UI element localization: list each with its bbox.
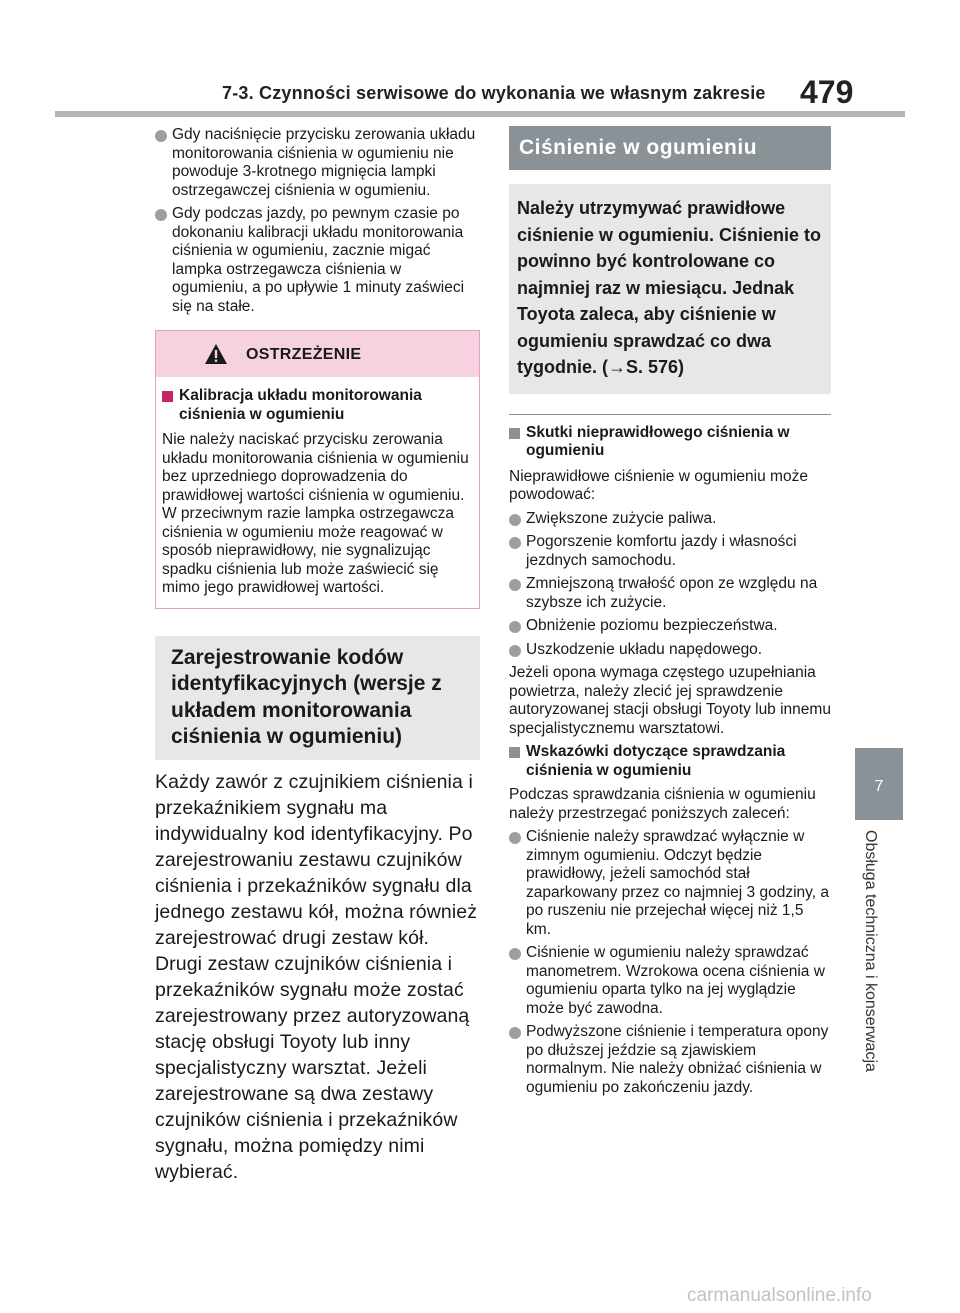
section-divider bbox=[509, 414, 831, 415]
section-title: Zarejestrowanie kodów identyfikacyjnych (wersje z układem monitorowania ciśnienia w ogumieniu) bbox=[155, 636, 480, 760]
list-item bbox=[509, 533, 831, 570]
tips-heading bbox=[509, 743, 831, 780]
tips-intro: Podczas sprawdzania ciśnienia w ogumieniu należy przestrzegać poniższych zaleceń: bbox=[509, 786, 816, 822]
bullet-icon bbox=[509, 1027, 521, 1039]
bullet-text: Zwiększone zużycie paliwa. bbox=[526, 509, 717, 527]
list-item bbox=[509, 641, 831, 660]
lead-box: Należy utrzymywać prawidłowe ciśnienie w ogumieniu. Ciśnienie to powinno być kontrolowane co najmniej raz w miesiącu. Jednak Toyota zaleca, aby ciśnienie w ogumieniu sprawdzać co dwa tygodnie. (→S. 576) bbox=[509, 184, 831, 394]
list-item bbox=[509, 944, 831, 1018]
warning-triangle-icon bbox=[204, 343, 228, 365]
header-divider bbox=[55, 111, 905, 117]
bullet-text: Gdy naciśnięcie przycisku zerowania układu monitorowania ciśnienia w ogumieniu nie powoduje 3-krotnego mignięcia lampki ostrzegawczej ciśnienia w ogumieniu. bbox=[172, 126, 476, 199]
bullet-icon bbox=[509, 832, 521, 844]
list-item bbox=[509, 617, 831, 636]
chapter-title: Obsługa techniczna i konserwacja bbox=[862, 830, 879, 1072]
effects-note: Jeżeli opona wymaga częstego uzupełniania powietrza, należy zlecić jej sprawdzenie autoryzowanej stacji obsługi Toyoty lub innemu specjalistycznemu warsztatowi. bbox=[509, 664, 831, 737]
warning-header bbox=[156, 331, 479, 377]
list-item bbox=[509, 1023, 831, 1097]
list-item bbox=[155, 205, 480, 316]
list-item bbox=[509, 575, 831, 612]
warning-title: OSTRZEŻENIE bbox=[246, 346, 362, 363]
section-body: Każdy zawór z czujnikiem ciśnienia i przekaźnikiem sygnału ma indywidualny kod identyfikacyjny. Po zarejestrowaniu zestawu czujników ciśnienia i przekaźników sygnału dla jednego zestawu kół, można również zarejestrować drugi zestaw kół. Drugi zestaw czujników ciśnienia i przekaźników sygnału może zostać zarejestrowany przez autoryzowaną stację obsługi Toyoty lub inny specjalistyczny warsztat. Jeżeli zarejestrowane są dwa zestawy czujników ciśnienia i przekaźników sygnału, można pomiędzy nimi wybierać. bbox=[155, 770, 478, 1183]
warning-body bbox=[156, 377, 479, 608]
warning-heading bbox=[162, 387, 473, 424]
bullet-icon bbox=[509, 645, 521, 657]
warning-heading-text: Kalibracja układu monitorowania ciśnienia w ogumieniu bbox=[179, 387, 422, 423]
bullet-icon bbox=[509, 621, 521, 633]
list-item bbox=[509, 828, 831, 939]
bullet-text: Podwyższone ciśnienie i temperatura opony po dłuższej jeździe są zjawiskiem normalnym. Nie należy obniżać ciśnienia w ogumieniu po zakończeniu jazdy. bbox=[526, 1023, 829, 1096]
chapter-tab: 7 bbox=[855, 748, 903, 820]
square-bullet-icon bbox=[509, 747, 520, 758]
list-item bbox=[509, 510, 831, 529]
bullet-text: Gdy podczas jazdy, po pewnym czasie po dokonaniu kalibracji układu monitorowania ciśnienia w ogumieniu, zacznie migać lampka ostrzegawcza ciśnienia w ogumieniu, a po upływie 1 minuty zaświeci się na stałe. bbox=[172, 205, 465, 315]
warning-text: Nie należy naciskać przycisku zerowania układu monitorowania ciśnienia w ogumieniu bez uprzedniego doprowadzenia do prawidłowej wartości ciśnienia w ogumieniu. bbox=[162, 431, 469, 504]
bullet-icon bbox=[155, 130, 167, 142]
bullet-icon bbox=[155, 209, 167, 221]
left-column bbox=[155, 126, 480, 1185]
bullet-icon bbox=[509, 537, 521, 549]
right-column bbox=[509, 126, 831, 1102]
bullet-icon bbox=[509, 514, 521, 526]
tips-heading-text: Wskazówki dotyczące sprawdzania ciśnienia w ogumieniu bbox=[526, 743, 786, 779]
bullet-icon bbox=[509, 948, 521, 960]
effects-heading-text: Skutki nieprawidłowego ciśnienia w ogumieniu bbox=[526, 423, 790, 459]
page-header bbox=[0, 0, 960, 120]
square-bullet-icon bbox=[162, 391, 173, 402]
warning-text-2: W przeciwnym razie lampka ostrzegawcza ciśnienia w ogumieniu może reagować w sposób nieprawidłowy, nie sygnalizując spadku ciśnienia lub może zaświecić się mimo jego prawidłowej wartości. bbox=[162, 505, 455, 596]
warning-box bbox=[155, 330, 480, 609]
watermark: carmanualsonline.info bbox=[687, 1285, 872, 1306]
bullet-text: Zmniejszoną trwałość opon ze względu na szybsze ich zużycie. bbox=[526, 575, 818, 611]
square-bullet-icon bbox=[509, 428, 520, 439]
bullet-text: Pogorszenie komfortu jazdy i własności jezdnych samochodu. bbox=[526, 533, 797, 569]
header-title: 7-3. Czynności serwisowe do wykonania we własnym zakresie bbox=[222, 83, 766, 103]
page-number: 479 bbox=[800, 74, 854, 110]
bullet-text: Ciśnienie w ogumieniu należy sprawdzać manometrem. Wzrokowa ocena ciśnienia w ogumieniu oparta tylko na jej wyglądzie może być zawodna. bbox=[526, 944, 825, 1017]
bullet-text: Ciśnienie należy sprawdzać wyłącznie w zimnym ogumieniu. Odczyt będzie prawidłowy, jeżeli samochód stał zaparkowany przez co najmniej 3 godziny, a po ruszeniu nie przejechał więcej niż 1,5 km. bbox=[526, 828, 829, 938]
list-item bbox=[155, 126, 480, 200]
section-bar-title: Ciśnienie w ogumieniu bbox=[509, 126, 831, 170]
bullet-text: Obniżenie poziomu bezpieczeństwa. bbox=[526, 617, 778, 634]
effects-heading bbox=[509, 424, 831, 461]
effects-intro: Nieprawidłowe ciśnienie w ogumieniu może powodować: bbox=[509, 467, 808, 503]
bullet-text: Uszkodzenie układu napędowego. bbox=[526, 640, 763, 658]
bullet-icon bbox=[509, 579, 521, 591]
